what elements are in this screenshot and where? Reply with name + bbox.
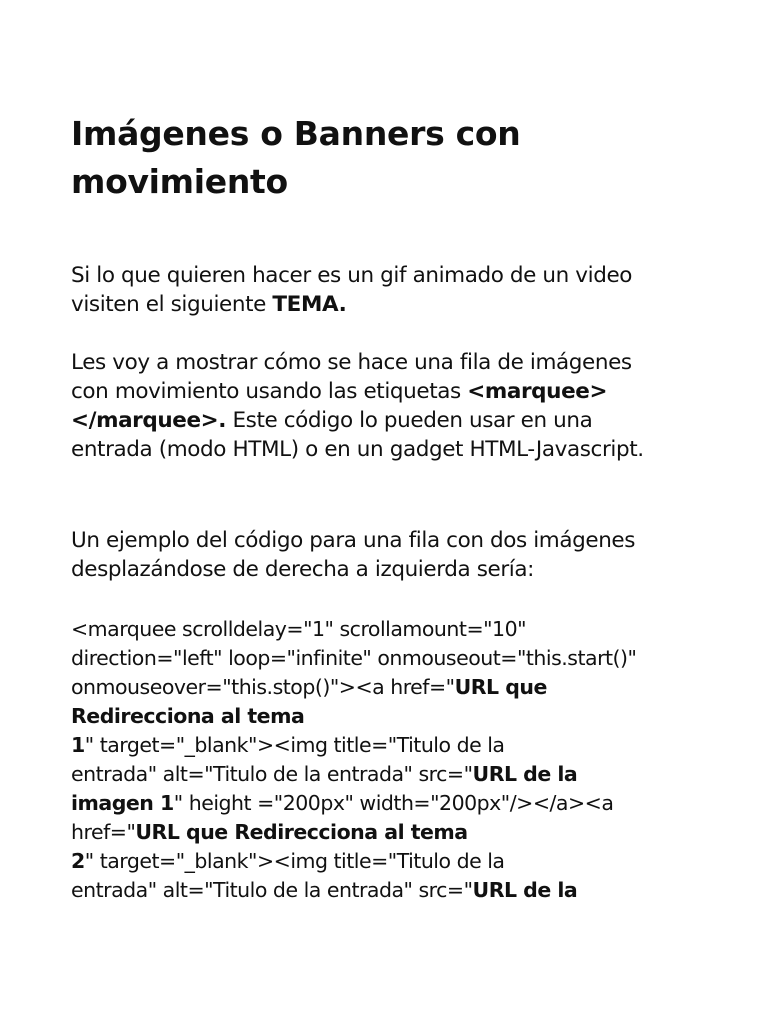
code-line-6-text: entrada" alt="Titulo de la entrada" src=" (71, 762, 473, 786)
marquee-intro-line-3-text: Este código lo pueden usar en una (226, 408, 593, 433)
code-placeholder: URL que (454, 675, 547, 699)
code-line-4 (71, 702, 731, 731)
marquee-intro-line-1: Les voy a mostrar cómo se hace una fila de imágenes (71, 350, 632, 375)
code-example (71, 615, 731, 905)
example-paragraph (71, 526, 731, 584)
page-title-line-2: movimiento (71, 162, 288, 201)
marquee-intro-line-2-text: con movimiento usando las etiquetas (71, 379, 468, 404)
code-line-8-text: href=" (71, 820, 136, 844)
intro-line-1: Si lo que quieren hacer es un gif animado de un video (71, 263, 633, 288)
code-line-10 (71, 876, 731, 905)
code-line-3-text: onmouseover="this.stop()"><a href=" (71, 675, 455, 699)
code-line-3 (71, 673, 731, 702)
code-line-9-text: " target="_blank"><img title="Titulo de la (84, 849, 505, 873)
code-line-2: direction="left" loop="infinite" onmouseout="this.start()" (71, 646, 637, 670)
page-title-line-1: Imágenes o Banners con (71, 114, 521, 153)
code-placeholder: URL de la (472, 878, 578, 902)
code-line-7-text: " height ="200px" width="200px"/></a><a (173, 791, 614, 815)
code-placeholder: 2 (71, 849, 85, 873)
code-line-5-text: " target="_blank"><img title="Titulo de la (84, 733, 505, 757)
code-line-5 (71, 731, 731, 760)
marquee-close-tag: </marquee>. (71, 408, 227, 433)
code-placeholder: Redirecciona al tema (71, 704, 305, 728)
code-line-1: <marquee scrolldelay="1" scrollamount="10" (71, 617, 527, 641)
code-placeholder: 1 (71, 733, 85, 757)
example-line-1: Un ejemplo del código para una fila con dos imágenes (71, 528, 636, 553)
code-line-9 (71, 847, 731, 876)
code-line-7 (71, 789, 731, 818)
marquee-intro-line-2 (71, 377, 731, 406)
code-line-10-text: entrada" alt="Titulo de la entrada" src=" (71, 878, 473, 902)
code-line-6 (71, 760, 731, 789)
marquee-open-tag: <marquee> (467, 379, 608, 404)
example-line-2: desplazándose de derecha a izquierda sería: (71, 557, 534, 582)
intro-paragraph (71, 261, 731, 319)
document-page (71, 110, 711, 902)
code-line-8 (71, 818, 731, 847)
code-placeholder: URL que Redirecciona al tema (135, 820, 468, 844)
page-title (71, 110, 711, 206)
tema-link: TEMA. (272, 292, 347, 317)
code-placeholder: imagen 1 (71, 791, 174, 815)
intro-line-2-text: visiten el siguiente (71, 292, 273, 317)
code-placeholder: URL de la (472, 762, 578, 786)
intro-line-2 (71, 290, 731, 319)
marquee-intro-line-4: entrada (modo HTML) o en un gadget HTML-Javascript. (71, 437, 644, 462)
marquee-intro-paragraph (71, 348, 731, 464)
marquee-intro-line-3 (71, 406, 731, 435)
